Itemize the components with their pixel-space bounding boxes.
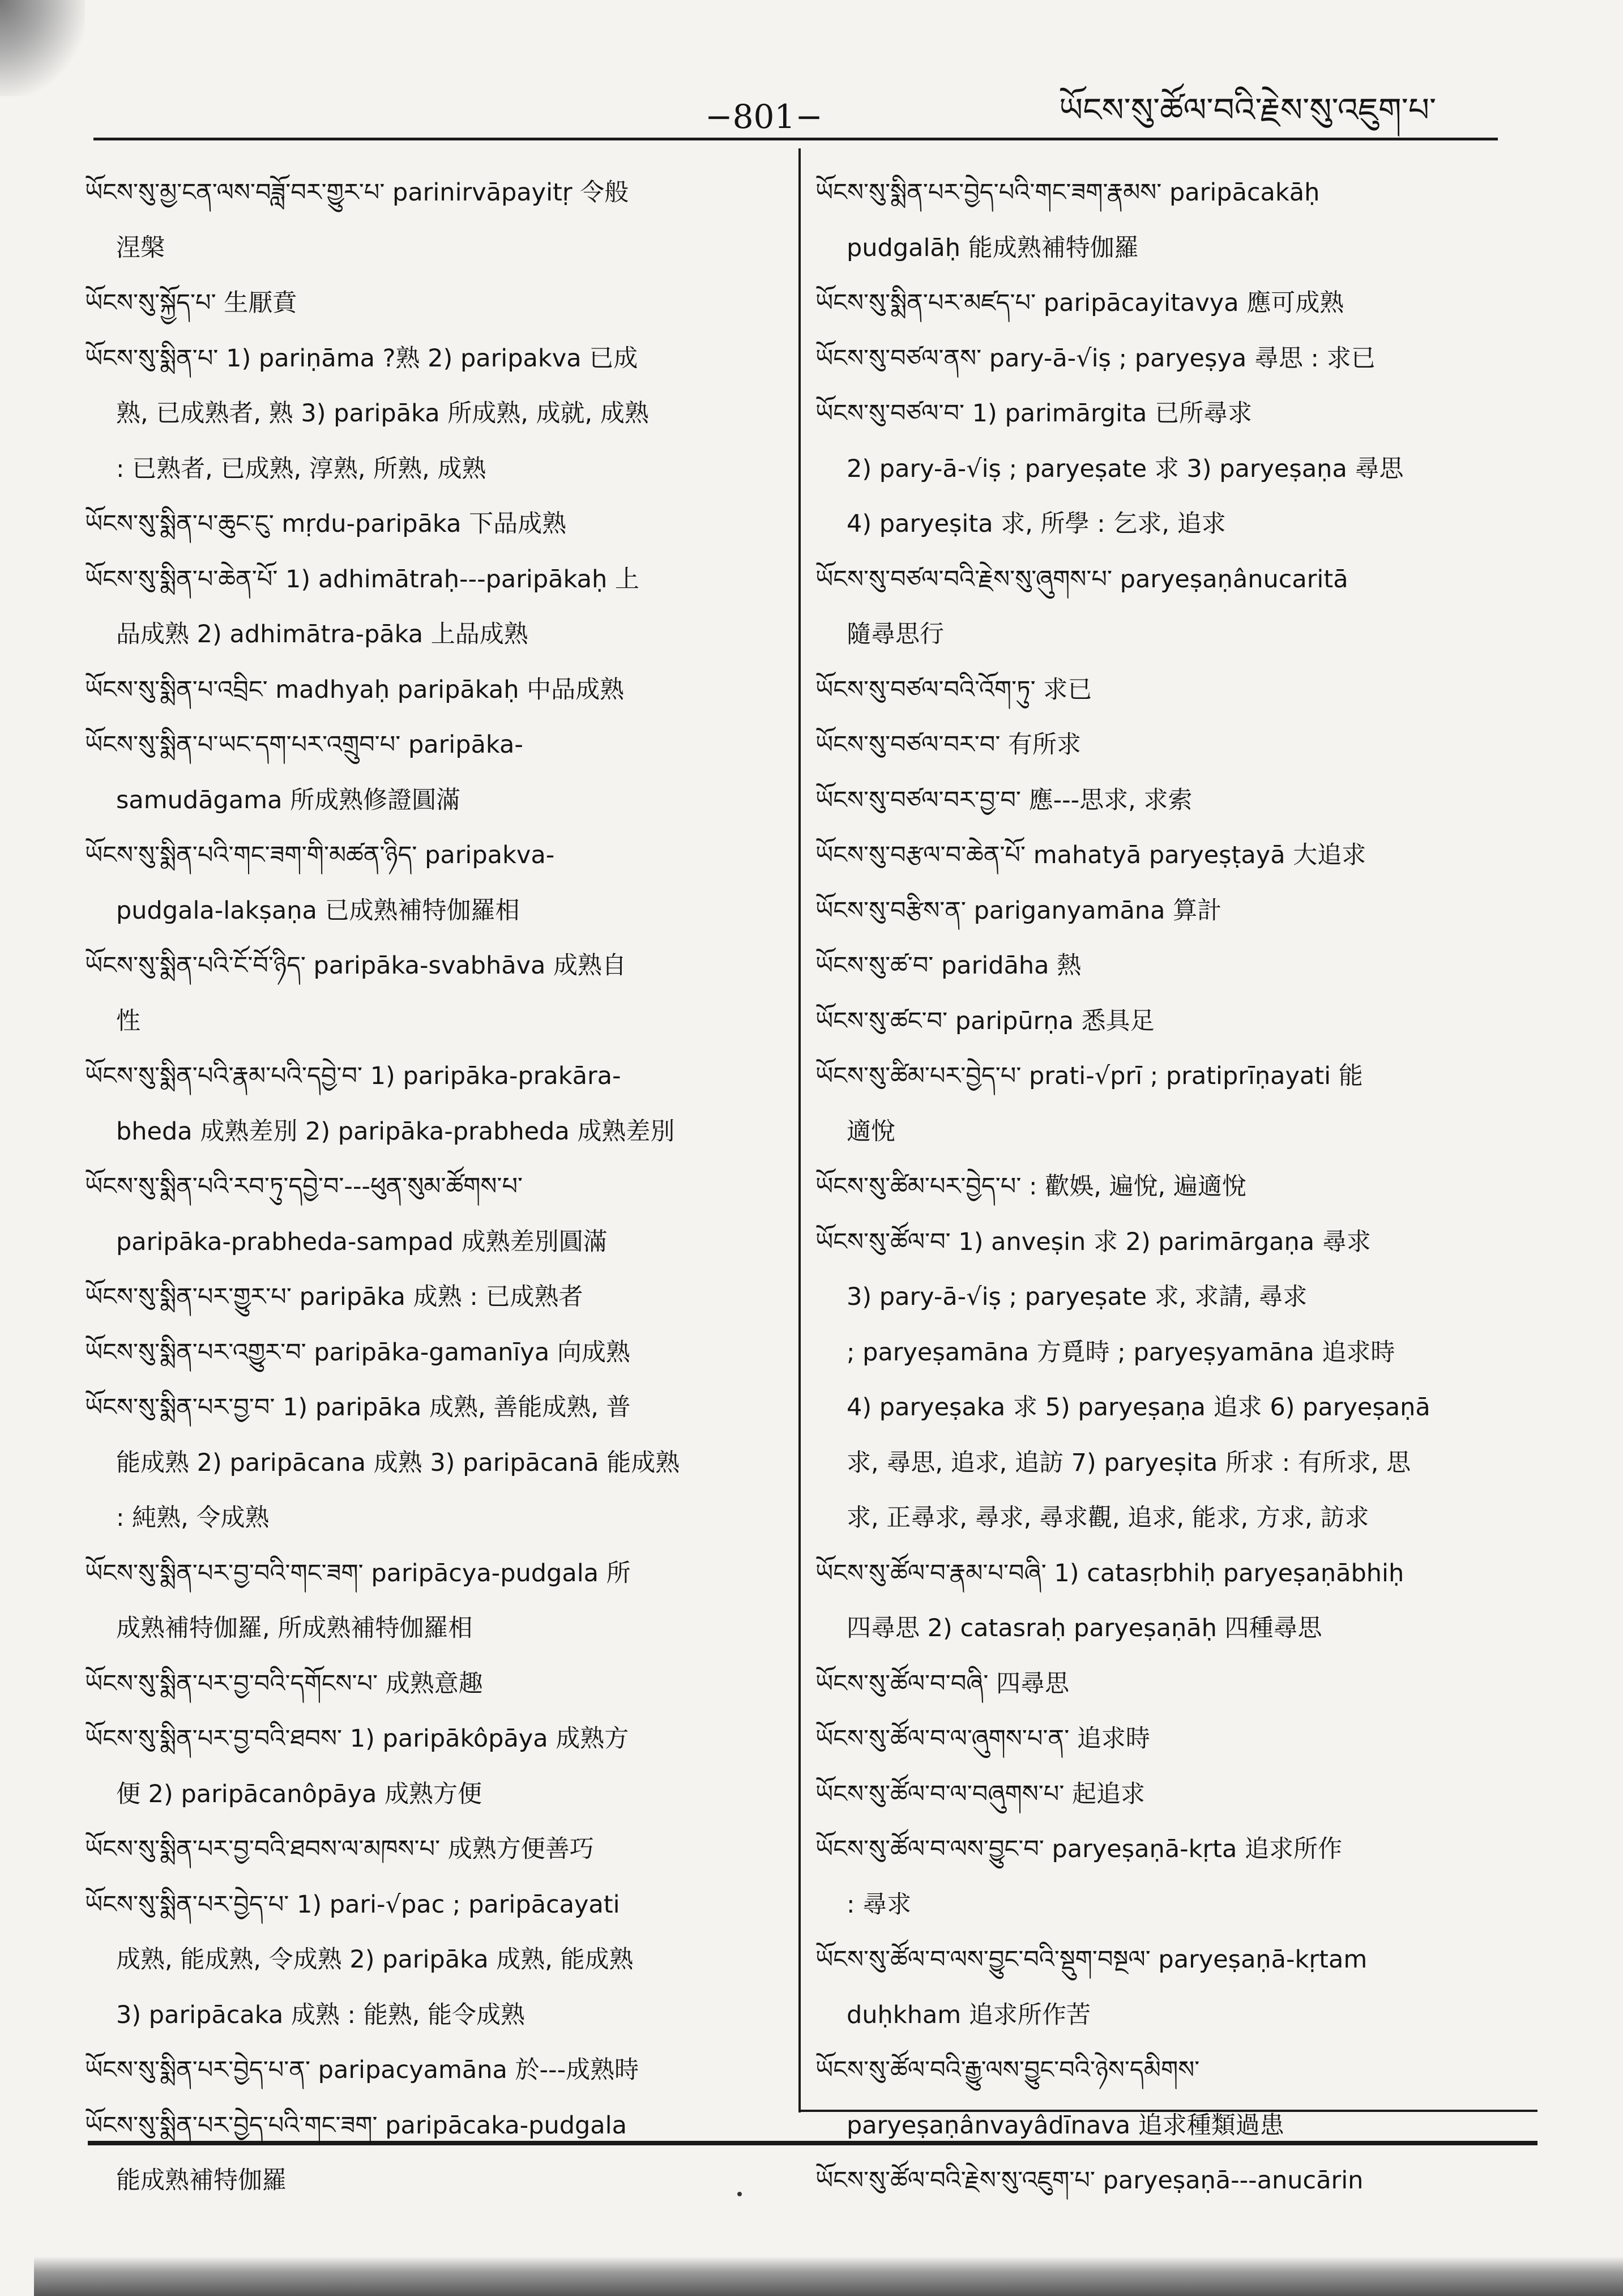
column-divider <box>798 148 801 2113</box>
dictionary-entry-line: ཡོངས་སུ་ཚོལ་བ་བཞི་ 四尋思 <box>815 1669 1070 1698</box>
entry-continuation-line: : 已熟者, 已成熟, 淳熟, 所熟, 成熟 <box>116 454 486 483</box>
dictionary-entry-line: ཡོངས་སུ་སྨིན་པ་ཆེན་པོ་ 1) adhimātraḥ---paripākaḥ 上 <box>85 565 639 594</box>
dictionary-entry-line: ཡོངས་སུ་སྨིན་པ་ཆུང་ངུ་ mṛdu-paripāka 下品成熟 <box>85 510 567 538</box>
entry-continuation-line: 求, 正尋求, 尋求, 尋求觀, 追求, 能求, 方求, 訪求 <box>847 1504 1369 1532</box>
entry-continuation-line: 四尋思 2) catasraḥ paryeṣaṇāḥ 四種尋思 <box>847 1614 1322 1642</box>
dictionary-entry-line: ཡོངས་སུ་སྨིན་པར་བྱ་བ་ 1) paripāka 成熟, 善能成熟, 普 <box>85 1393 631 1422</box>
dictionary-entry-line: ཡོངས་སུ་སྨིན་པ་ཡང་དག་པར་འགྲུབ་པ་ paripāka- <box>85 731 523 759</box>
dictionary-entry-line: ཡོངས་སུ་བརྩལ་བ་ཆེན་པོ་ mahatyā paryeṣṭayā 大追求 <box>815 841 1366 869</box>
dictionary-entry-line: ཡོངས་སུ་ཚོལ་བའི་རྗེས་སུ་འཇུག་པ་ paryeṣaṇā---anucārin <box>815 2166 1364 2195</box>
entry-continuation-line: 3) pary-ā-√iṣ ; paryeṣate 求, 求請, 尋求 <box>847 1283 1308 1311</box>
dictionary-entry-line: ཡོངས་སུ་ཚོལ་བ་ 1) anveṣin 求 2) parimārgaṇa 尋求 <box>815 1227 1371 1256</box>
dictionary-entry-line: ཡོངས་སུ་ཚོལ་བ་ལ་བཞུགས་པ་ 起追求 <box>815 1779 1146 1808</box>
dictionary-entry-line: ཡོངས་སུ་ཚོལ་བ་ལས་བྱུང་བའི་སྡུག་བསྔལ་ paryeṣaṇā-kṛtam <box>815 1945 1368 1974</box>
dictionary-entry-line: ཡོངས་སུ་བཙལ་བར་བ་ 有所求 <box>815 731 1082 759</box>
entry-continuation-line: samudāgama 所成熟修證圓滿 <box>116 786 461 814</box>
entry-continuation-line: ; paryeṣamāna 方覓時 ; paryeṣyamāna 追求時 <box>847 1338 1395 1367</box>
entry-continuation-line: 品成熟 2) adhimātra-pāka 上品成熟 <box>116 620 528 648</box>
top-rule <box>93 138 1498 140</box>
right-column <box>815 165 1529 2209</box>
dictionary-entry-line: ཡོངས་སུ་སྨིན་པའི་རབ་ཏུ་དབྱེ་བ་---ཕུན་སུམ་ཚོགས་པ་ <box>85 1172 523 1201</box>
dictionary-entry-line: ཡོངས་སུ་ཚོལ་བ་ལས་བྱུང་བ་ paryeṣaṇā-kṛta 追求所作 <box>815 1835 1343 1863</box>
entry-continuation-line: 求, 尋思, 追求, 追訪 7) paryeṣita 所求 : 有所求, 思 <box>847 1448 1411 1477</box>
dictionary-entry-line: ཡོངས་སུ་ཚིམ་པར་བྱེད་པ་ prati-√prī ; pratiprīṇayati 能 <box>815 1062 1363 1090</box>
entry-continuation-line: 2) pary-ā-√iṣ ; paryeṣate 求 3) paryeṣaṇa 尋思 <box>847 454 1404 483</box>
dictionary-entry-line: ཡོངས་སུ་སྐྱོད་པ་ 生厭賁 <box>85 289 297 317</box>
dictionary-entry-line: ཡོངས་སུ་སྨིན་པར་འགྱུར་བ་ paripāka-gamanīya 向成熟 <box>85 1338 630 1367</box>
left-column <box>85 165 787 2209</box>
dictionary-entry-line: ཡོངས་སུ་སྨིན་པར་བྱེད་པའི་གང་ཟག་རྣམས་ paripācakāḥ <box>815 178 1320 207</box>
entry-continuation-line: 隨尋思行 <box>847 620 944 648</box>
dictionary-entry-line: ཡོངས་སུ་བཙལ་བར་བྱ་བ་ 應---思求, 求索 <box>815 786 1193 814</box>
entry-continuation-line: 適悅 <box>847 1117 895 1146</box>
entry-continuation-line: 熟, 已成熟者, 熟 3) paripāka 所成熟, 成就, 成熟 <box>116 399 649 428</box>
dictionary-entry-line: ཡོངས་སུ་སྨིན་པར་བྱ་བའི་ཐབས་ལ་མཁས་པ་ 成熟方便善巧 <box>85 1835 594 1863</box>
entry-continuation-line: : 尋求 <box>847 1890 912 1919</box>
dictionary-entry-line: ཡོངས་སུ་སྨིན་པའི་གང་ཟག་གི་མཚན་ཉིད་ paripakva- <box>85 841 555 869</box>
entry-continuation-line: 4) paryeṣita 求, 所學 : 乞求, 追求 <box>847 510 1226 538</box>
scan-speck <box>737 2192 742 2196</box>
dictionary-entry-line: ཡོངས་སུ་ཚོལ་བ་ལ་ཞུགས་པ་ན་ 追求時 <box>815 1725 1150 1753</box>
dictionary-entry-line: ཡོངས་སུ་ཚིམ་པར་བྱེད་པ་ : 歡娛, 遍悅, 遍適悅 <box>815 1172 1246 1201</box>
dictionary-entry-line: ཡོངས་སུ་ཚ་བ་ paridāha 熱 <box>815 951 1082 980</box>
entry-continuation-line: paripāka-prabheda-sampad 成熟差別圓滿 <box>116 1227 608 1256</box>
entry-continuation-line: 4) paryeṣaka 求 5) paryeṣaṇa 追求 6) paryeṣaṇā <box>847 1393 1430 1422</box>
entry-continuation-line: 性 <box>116 1006 140 1035</box>
scan-shadow-corner <box>0 0 85 96</box>
entry-continuation-line: : 純熟, 令成熟 <box>116 1504 270 1532</box>
dictionary-entry-line: ཡོངས་སུ་ཚང་བ་ paripūrṇa 悉具足 <box>815 1006 1155 1035</box>
dictionary-entry-line: ཡོངས་སུ་ཚོལ་བ་རྣམ་པ་བཞི་ 1) catasṛbhiḥ paryeṣaṇābhiḥ <box>815 1559 1404 1587</box>
dictionary-entry-line: ཡོངས་སུ་སྨིན་པ་ 1) pariṇāma ?熟 2) paripakva 已成 <box>85 344 638 373</box>
entry-continuation-line: 涅槃 <box>116 233 165 262</box>
entry-continuation-line: pudgala-lakṣaṇa 已成熟補特伽羅相 <box>116 896 520 925</box>
dictionary-entry-line: ཡོངས་སུ་སྨིན་པར་གྱུར་པ་ paripāka 成熟 : 已成熟者 <box>85 1283 583 1311</box>
dictionary-entry-line: ཡོངས་སུ་ཚོལ་བའི་རྒྱུ་ལས་བྱུང་བའི་ཉེས་དམིགས་ <box>815 2056 1200 2084</box>
entry-continuation-line: 3) paripācaka 成熟 : 能熟, 能令成熟 <box>116 2000 526 2029</box>
dictionary-entry-line: ཡོངས་སུ་སྨིན་པར་བྱ་བའི་ཐབས་ 1) paripākôpāya 成熟方 <box>85 1725 629 1753</box>
page-number: −801− <box>705 97 823 136</box>
entry-continuation-line: 能成熟 2) paripācana 成熟 3) paripācanā 能成熟 <box>116 1448 680 1477</box>
entry-continuation-line: paryeṣaṇânvayâdīnava 追求種類過患 <box>847 2111 1284 2140</box>
dictionary-entry-line: ཡོངས་སུ་སྨིན་པའི་རྣམ་པའི་དབྱེ་བ་ 1) paripāka-prakāra- <box>85 1062 621 1090</box>
dictionary-entry-line: ཡོངས་སུ་བཙལ་བ་ 1) parimārgita 已所尋求 <box>815 399 1253 428</box>
entry-continuation-line: 成熟, 能成熟, 令成熟 2) paripāka 成熟, 能成熟 <box>116 1945 634 1974</box>
entry-continuation-line: 便 2) paripācanôpāya 成熟方便 <box>116 1779 482 1808</box>
entry-continuation-line: 成熟補特伽羅, 所成熟補特伽羅相 <box>116 1614 473 1642</box>
dictionary-entry-line: ཡོངས་སུ་སྨིན་པར་བྱ་བའི་དགོངས་པ་ 成熟意趣 <box>85 1669 483 1698</box>
dictionary-entry-line: ཡོངས་སུ་སྨིན་པ་འབྲིང་ madhyaḥ paripākaḥ 中品成熟 <box>85 675 625 704</box>
dictionary-entry-line: ཡོངས་སུ་བཙལ་བའི་རྗེས་སུ་ཞུགས་པ་ paryeṣaṇânucaritā <box>815 565 1348 594</box>
entry-continuation-line: 能成熟補特伽羅 <box>116 2166 287 2195</box>
running-head: ཡོངས་སུ་ཚོལ་བའི་རྗེས་སུ་འཇུག་པ་ <box>1059 91 1437 129</box>
dictionary-entry-line: ཡོངས་སུ་སྨིན་པར་བྱེད་པ་ན་ paripacyamāna 於---成熟時 <box>85 2056 639 2084</box>
entry-continuation-line: duḥkham 追求所作苦 <box>847 2000 1091 2029</box>
dictionary-entry-line: ཡོངས་སུ་སྨིན་པར་བྱེད་པ་ 1) pari-√pac ; paripācayati <box>85 1890 620 1919</box>
entry-continuation-line: bheda 成熟差別 2) paripāka-prabheda 成熟差別 <box>116 1117 675 1146</box>
scan-shadow-bottom <box>34 2256 1623 2296</box>
dictionary-entry-line: ཡོངས་སུ་སྨིན་པར་བྱེད་པའི་གང་ཟག་ paripācaka-pudgala <box>85 2111 627 2140</box>
dictionary-entry-line: ཡོངས་སུ་བཙལ་ནས་ pary-ā-√iṣ ; paryeṣya 尋思 : 求已 <box>815 344 1376 373</box>
dictionary-entry-line: ཡོངས་སུ་བརྩིས་ན་ pariganyamāna 算計 <box>815 896 1222 925</box>
dictionary-entry-line: ཡོངས་སུ་སྨིན་པར་བྱ་བའི་གང་ཟག་ paripācya-pudgala 所 <box>85 1559 631 1587</box>
entry-continuation-line: pudgalāḥ 能成熟補特伽羅 <box>847 233 1139 262</box>
dictionary-entry-line: ཡོངས་སུ་སྨིན་པའི་ངོ་བོ་ཉིད་ paripāka-svabhāva 成熟自 <box>85 951 627 980</box>
dictionary-entry-line: ཡོངས་སུ་སྨིན་པར་མཛད་པ་ paripācayitavya 應可成熟 <box>815 289 1344 317</box>
dictionary-entry-line: ཡོངས་སུ་བཙལ་བའི་འོག་ཏུ་ 求已 <box>815 675 1092 704</box>
dictionary-entry-line: ཡོངས་སུ་མྱ་ངན་ལས་བཟློ་བར་གྱུར་པ་ parinirvāpayitṛ 令般 <box>85 178 629 207</box>
